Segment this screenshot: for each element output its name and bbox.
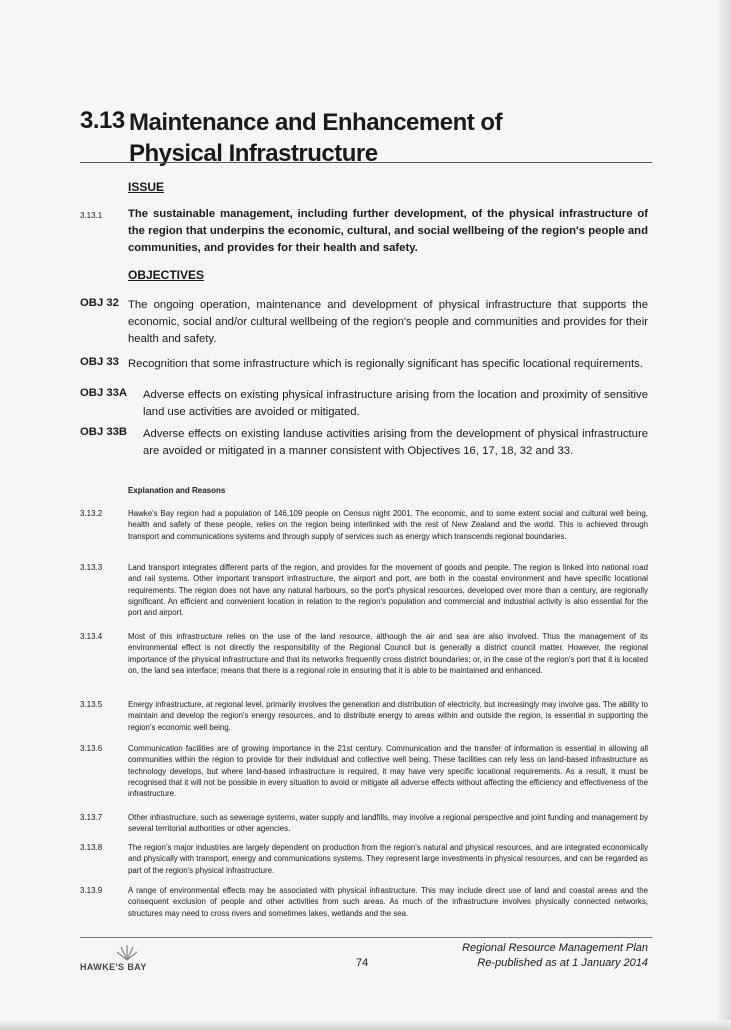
objective-text: Adverse effects on existing landuse activities arising from the development of physical infrastructure are avoided or mitigated in a manner consistent with Objectives 16, 17, 18, 32 and 33. [143, 428, 648, 457]
objectives-heading: OBJECTIVES [128, 268, 205, 282]
objective-text: Recognition that some infrastructure which is regionally significant has specific locational requirements. [128, 358, 643, 370]
hawkes-bay-logo [80, 942, 180, 982]
paragraph-number: 3.13.6 [80, 744, 103, 753]
paragraph-number: 3.13.5 [80, 700, 103, 709]
paragraph-text: Energy infrastructure, at regional level, primarily involves the generation and distribution of electricity, but increasingly may involve gas. The ability to maintain and develop the region's energy resources, and to distribute energy to areas within and outside the region, is essential in supporting the region's economic well being. [128, 700, 648, 732]
issue-number: 3.13.1 [80, 211, 103, 220]
paragraph-text: Other infrastructure, such as sewerage systems, water supply and landfills, may involve a regional perspective and joint funding and management by several territorial authorities or other agencies. [128, 813, 648, 834]
paragraph-text: Most of this infrastructure relies on the use of the land resource, although the air and sea are also involved. Thus the management of its environmental effect is not directly the responsibility of the Regional Council but is generally a district council matter. However, the regional importance of the physical infrastructure and that its networks frequently cross district boundaries; or, in the case of the region's port that it is located on, the land sea interface; means that there is a regional role in ensuring that it is able to be maintained and enhanced. [128, 632, 648, 675]
paragraph-number: 3.13.8 [80, 843, 103, 852]
objective-text: Adverse effects on existing physical infrastructure arising from the location and proximity of sensitive land use activities are avoided or mitigated. [143, 389, 648, 418]
paragraph-number: 3.13.9 [80, 886, 103, 895]
paragraph-number: 3.13.3 [80, 563, 103, 572]
section-number: 3.13 [80, 107, 125, 134]
paragraph-text: The region's major industries are largely dependent on production from the region's natural and physical resources, and are integrated economically and physically with transport, energy and communications systems. They represent large investments in physical resources, and can be regarded as part of the region's physical infrastructure. [128, 843, 648, 875]
footer-divider [80, 937, 652, 938]
paragraph-text: A range of environmental effects may be associated with physical infrastructure. This may include direct use of land and coastal areas and the consequent exclusion of people and other activities from such areas. As much of the infrastructure involves physically connected networks, structures may need to cross rivers and sometimes lakes, wetlands and the sea. [128, 886, 648, 918]
plan-title: Regional Resource Management Plan [462, 942, 648, 954]
paragraph-number: 3.13.2 [80, 509, 103, 518]
issue-heading: ISSUE [128, 180, 165, 194]
objective-id: OBJ 33A [80, 387, 128, 399]
objective-id: OBJ 33 [80, 356, 119, 368]
paragraph-text: Land transport integrates different parts of the region, and provides for the movement of goods and people. The region is linked into national road and rail systems. Other important transport infrastructure, the airport and port, are both in the coastal environment and have specific locational requirements. The region does not have any natural harbours, so the port's physical resources, developed over more than a century, are regionally significant. An efficient and convenient location in relation to the region's population and commercial and industrial activity is also essential for the port and airport. [128, 563, 648, 618]
sunburst-logo-icon [114, 942, 140, 962]
page-bottom-shadow [0, 1020, 731, 1030]
paragraph-number: 3.13.4 [80, 632, 103, 641]
paragraph-text: Hawke's Bay region had a population of 146,109 people on Census night 2001. The economic, and to some extent social and cultural well being, health and safety of these people, relies on the region being interlinked with the rest of New Zealand and the world. This is achieved through transport and communications systems and through supply of services such as energy which transcends regional boundaries. [128, 509, 648, 541]
republished-date: Re-published as at 1 January 2014 [477, 957, 648, 969]
section-title: Maintenance and Enhancement of Physical Infrastructure [129, 109, 503, 167]
objective-id: OBJ 32 [80, 297, 119, 309]
objective-text: The ongoing operation, maintenance and development of physical infrastructure that supports the economic, social and/or cultural wellbeing of the region's people and communities and provides for their health and safety. [128, 299, 648, 345]
page-number: 74 [356, 957, 369, 969]
logo-text: HAWKE'S BAY [80, 962, 147, 972]
plan-info [398, 941, 648, 971]
issue-text: The sustainable management, including further development, of the physical infrastructure of the region that underpins the economic, cultural, and social wellbeing of the region's people and communities, and provides for their health and safety. [128, 208, 648, 254]
title-divider [80, 162, 652, 163]
explanation-heading: Explanation and Reasons [128, 486, 226, 495]
page-edge-shadow [717, 0, 731, 1030]
objective-id: OBJ 33B [80, 426, 128, 438]
paragraph-number: 3.13.7 [80, 813, 103, 822]
paragraph-text: Communication facilities are of growing importance in the 21st century. Communication and the transfer of information is essential in allowing all communities within the region to provide for their individual and collective well being. These facilities can rely less on land-based infrastructure as technology develops, but where land-based infrastructure is required, it may have very specific locational requirements. As a result, it must be recognised that it will not be possible in every situation to avoid or mitigate all adverse effects without affecting the efficiency and effectiveness of the infrastructure. [128, 744, 648, 799]
